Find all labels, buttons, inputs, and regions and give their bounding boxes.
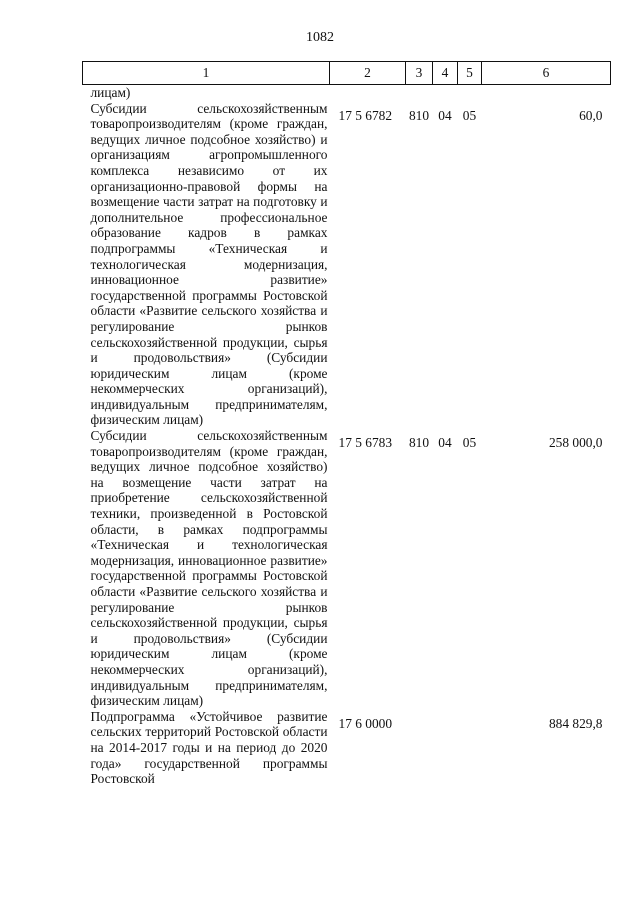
table-row bbox=[83, 101, 611, 428]
row-vr bbox=[406, 709, 433, 787]
row-description: Подпрограмма «Устойчивое развитие сельских территорий Ростовской области на 2014-2017 годы и на период до 2020 года» государственной программы Ростовской bbox=[90, 708, 328, 787]
header-cell-3: 3 bbox=[406, 62, 433, 85]
header-cell-1: 1 bbox=[83, 62, 330, 85]
header-cell-5: 5 bbox=[458, 62, 482, 85]
budget-table bbox=[82, 61, 611, 787]
row-rz: 04 bbox=[438, 435, 452, 451]
row-pr: 05 bbox=[462, 107, 477, 123]
continuation-text: лицам) bbox=[90, 85, 131, 100]
row-pr: 05 bbox=[462, 435, 477, 451]
row-amount: 60,0 bbox=[579, 107, 603, 123]
header-cell-2: 2 bbox=[330, 62, 406, 85]
row-rz bbox=[433, 709, 458, 787]
table-row bbox=[83, 428, 611, 709]
row-amount: 258 000,0 bbox=[548, 435, 603, 451]
header-cell-6: 6 bbox=[482, 62, 611, 85]
row-pr bbox=[458, 709, 482, 787]
continuation-row bbox=[83, 85, 611, 101]
row-amount: 884 829,8 bbox=[548, 715, 603, 731]
row-code: 17 5 6783 bbox=[338, 435, 393, 451]
row-code: 17 5 6782 bbox=[338, 107, 393, 123]
row-description: Субсидии сельскохозяйственным товаропроизводителям (кроме граждан, ведущих личное подсобное хозяйство) на возмещение части затрат на приобретение сельскохозяйственной техники, произведенной в Ростовской области, в рамках подпрограммы «Техническая и технологическая модернизация, инновационное развитие» государственной программы Ростовской области «Развитие сельского хозяйства и регулирование рынков сельскохозяйственной продукции, сырья и продовольствия» (Субсидии юридическим лицам (кроме некоммерческих организаций), индивидуальным предпринимателям, физическим лицам) bbox=[90, 428, 328, 709]
table-row bbox=[83, 709, 611, 787]
row-vr: 810 bbox=[408, 435, 430, 451]
header-cell-4: 4 bbox=[433, 62, 458, 85]
row-rz: 04 bbox=[438, 107, 452, 123]
row-description: Субсидии сельскохозяйственным товаропроизводителям (кроме граждан, ведущих личное подсобное хозяйство) и организациям агропромышленного комплекса независимо от их организационно-правовой формы на возмещение части затрат на подготовку и дополнительное профессиональное образование кадров в рамках подпрограммы «Техническая и технологическая модернизация, инновационное развитие» государственной программы Ростовской области «Развитие сельского хозяйства и регулирование рынков сельскохозяйственной продукции, сырья и продовольствия» (Субсидии юридическим лицам (кроме некоммерческих организаций), индивидуальным предпринимателям, физическим лицам) bbox=[90, 100, 328, 428]
row-vr: 810 bbox=[408, 107, 430, 123]
page-number: 1082 bbox=[306, 30, 334, 45]
header-row bbox=[83, 62, 611, 85]
row-code: 17 6 0000 bbox=[338, 715, 393, 731]
